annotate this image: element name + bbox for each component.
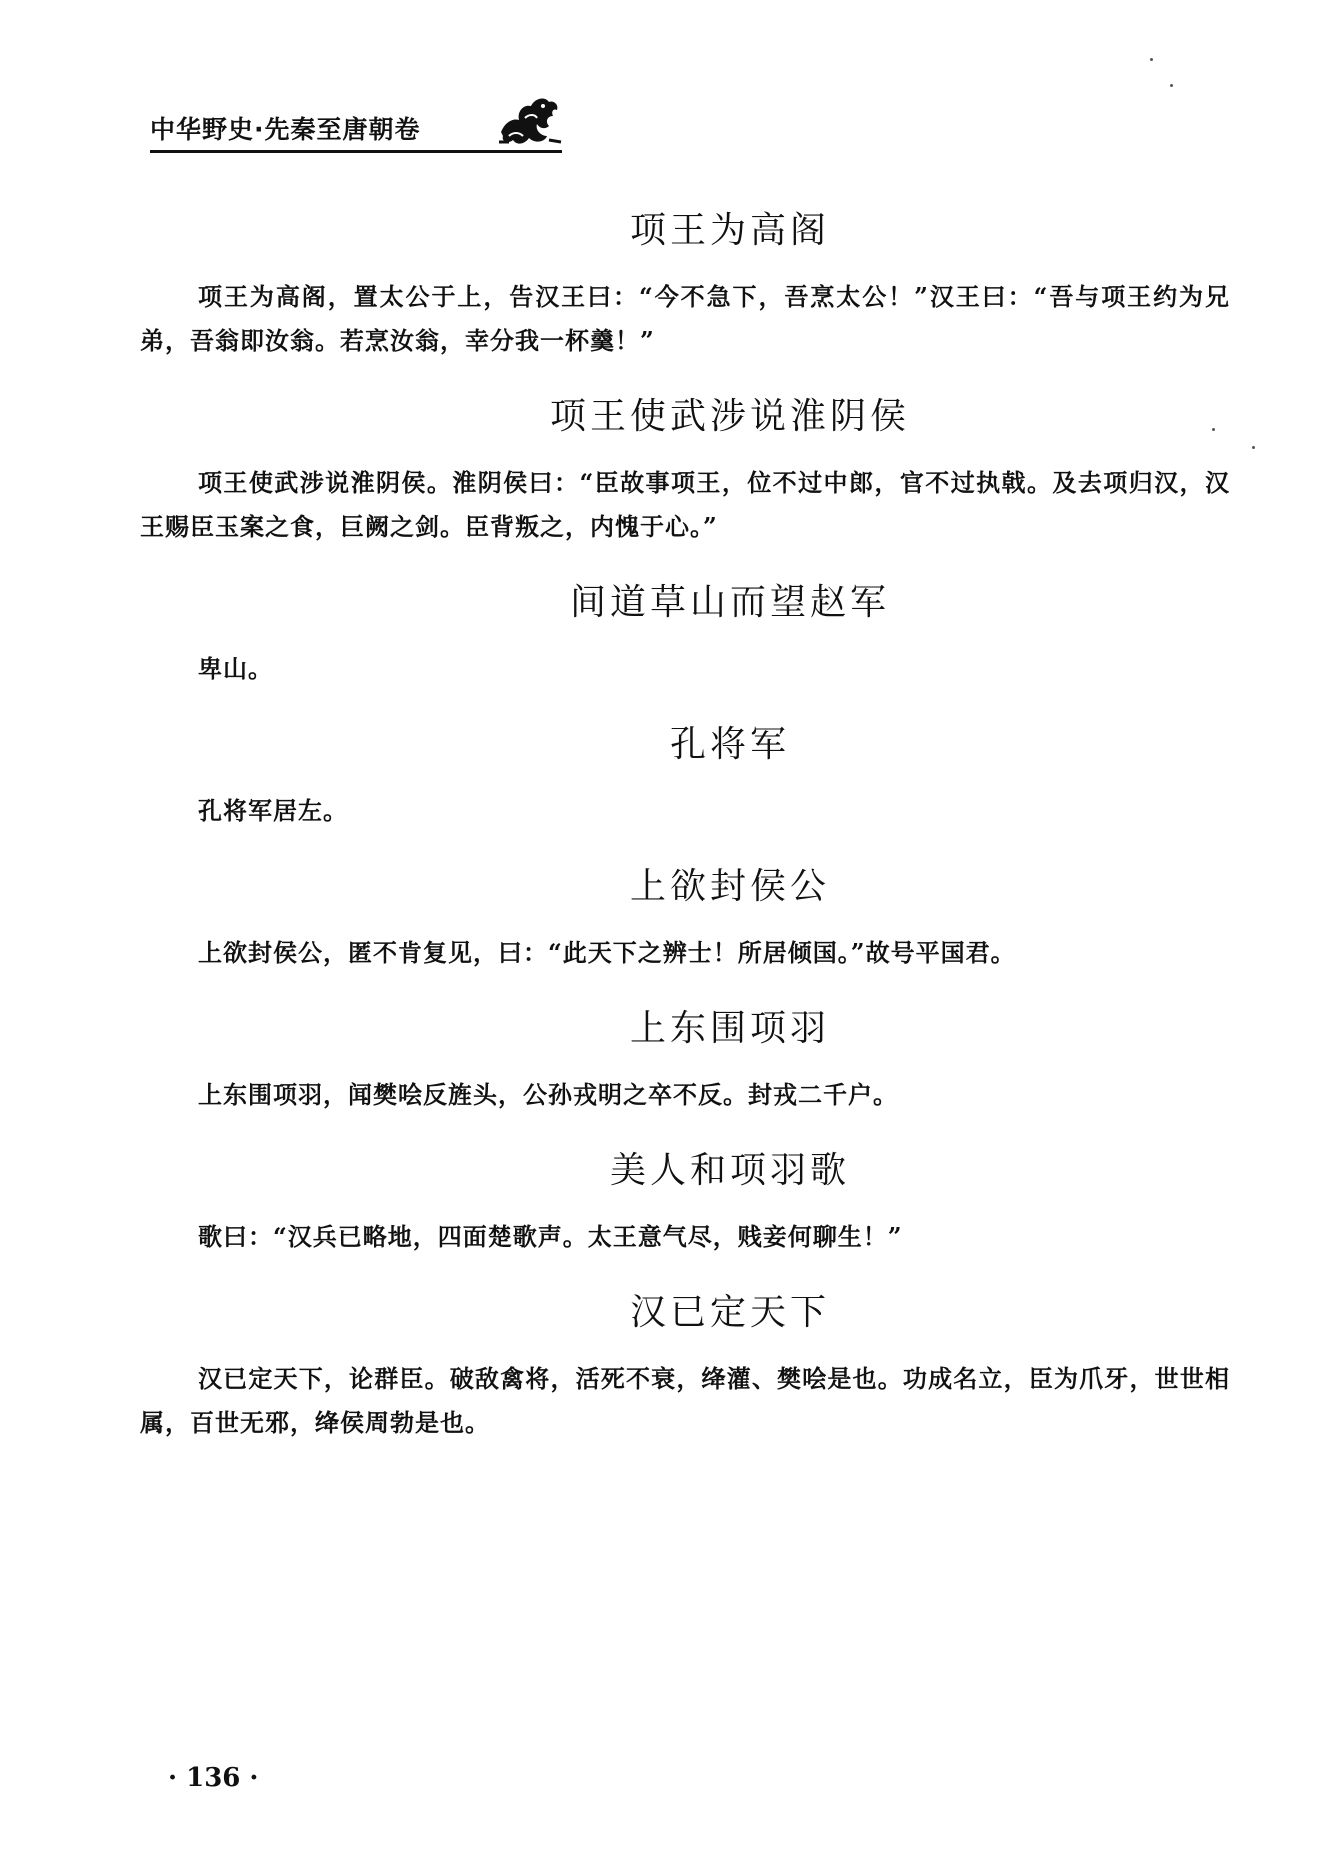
- section-title: 上东围项羽: [629, 1008, 830, 1049]
- section: [140, 577, 1230, 691]
- section-body: 上欲封侯公，匿不肯复见，曰：“此天下之辨士！所居倾国。”故号平国君。: [198, 938, 1016, 967]
- page-content: [140, 205, 1230, 1473]
- section-body: 汉已定天下，论群臣。破敌禽将，活死不衰，绛灌、樊哙是也。功成名立，臣为爪牙，世世相属，百世无邪，绛侯周勃是也。: [140, 1364, 1230, 1437]
- section-body: 卑山。: [198, 654, 273, 683]
- page-number: · 136 ·: [168, 1763, 259, 1793]
- section-title: 项王为高阁: [629, 210, 830, 251]
- section: [140, 1003, 1230, 1117]
- section-body: 项王为高阁，置太公于上，告汉王曰：“今不急下，吾烹太公！”汉王曰：“吾与项王约为兄弟，吾翁即汝翁。若烹汝翁，幸分我一杯羹！”: [140, 282, 1230, 355]
- section-title: 项王使武涉说淮阴侯: [549, 396, 910, 437]
- scan-speck: [1150, 58, 1153, 61]
- section-title: 汉已定天下: [629, 1292, 830, 1333]
- scan-speck: [1252, 446, 1255, 449]
- header-rule: [150, 150, 562, 153]
- section-body: 上东围项羽，闻樊哙反旌头，公孙戎明之卒不反。封戎二千户。: [198, 1080, 898, 1109]
- section: [140, 719, 1230, 833]
- section-body: 项王使武涉说淮阴侯。淮阴侯曰：“臣故事项王，位不过中郎，官不过执戟。及去项归汉，汉王赐臣玉案之食，巨阙之剑。臣背叛之，内愧于心。”: [140, 468, 1230, 541]
- section: [140, 861, 1230, 975]
- scan-speck: [1170, 84, 1173, 87]
- section-title: 间道草山而望赵军: [569, 582, 890, 623]
- scan-speck: [1212, 428, 1215, 431]
- book-title: 中华野史·先秦至唐朝卷: [150, 115, 421, 144]
- section: [140, 205, 1230, 363]
- section: [140, 1145, 1230, 1259]
- dragon-emblem-icon: [495, 92, 563, 150]
- section-title: 美人和项羽歌: [609, 1150, 850, 1191]
- section-body: 歌曰：“汉兵已略地，四面楚歌声。太王意气尽，贱妾何聊生！”: [198, 1222, 903, 1251]
- section: [140, 1287, 1230, 1445]
- section-title: 孔将军: [669, 724, 790, 765]
- running-header: [150, 92, 570, 162]
- section: [140, 391, 1230, 549]
- section-body: 孔将军居左。: [198, 796, 348, 825]
- section-title: 上欲封侯公: [629, 866, 830, 907]
